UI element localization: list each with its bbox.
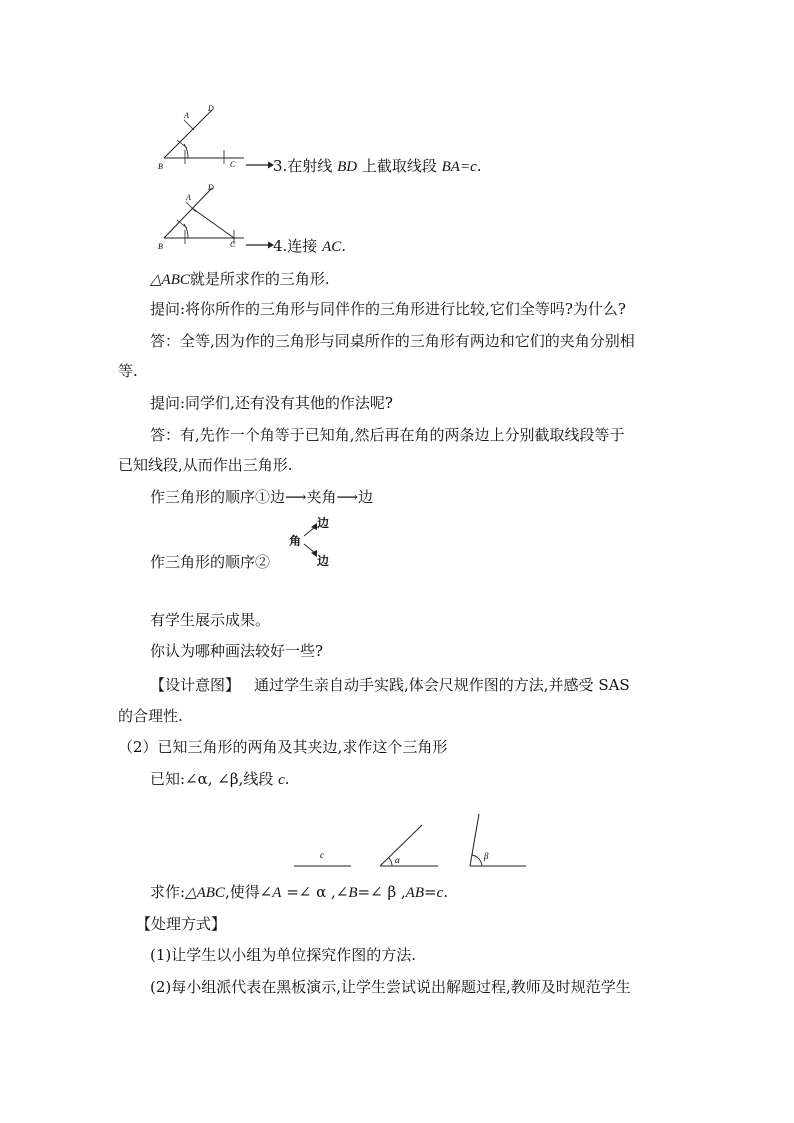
order-2-top: 边	[317, 516, 330, 530]
label-C: C	[230, 160, 236, 169]
find-line: 求作:△ABC,使得∠A =∠ α ,∠B=∠ β ,AB=c.	[150, 883, 449, 901]
answer-2-line1: 答：有,先作一个角等于已知角,然后再在角的两条边上分别截取线段等于	[150, 426, 625, 444]
beta-label: β	[484, 851, 489, 861]
design-intent-line1: 【设计意图】 通过学生亲自动手实践,体会尺规作图的方法,并感受 SAS	[150, 676, 630, 694]
order-2-arrows	[302, 518, 322, 562]
step3-text: 3.在射线 BD 上截取线段 BA=c.	[273, 157, 482, 175]
given-angle-alpha	[378, 823, 442, 869]
order-2-center: 角	[289, 534, 302, 548]
method-2: (2)每小组派代表在黑板演示,让学生尝试说出解题过程,教师及时规范学生	[150, 978, 631, 996]
arrow-step4	[246, 240, 274, 250]
part-2-heading: （2）已知三角形的两角及其夹边,求作这个三角形	[118, 738, 448, 756]
question-2: 提问:同学们,还有没有其他的作法呢?	[150, 394, 393, 412]
order-1: 作三角形的顺序①边⟶夹角⟶边	[150, 488, 374, 506]
order-2-bottom: 边	[317, 554, 330, 568]
answer-1-line2: 等.	[118, 362, 138, 380]
label-B: B	[158, 242, 163, 251]
segment-c-label: c	[320, 850, 324, 860]
order-2-label: 作三角形的顺序②	[150, 553, 271, 571]
answer-2-line2: 已知线段,从而作出三角形.	[118, 456, 293, 474]
label-B: B	[158, 162, 163, 171]
arrow-step3	[246, 160, 274, 170]
construction-figure-step3	[158, 102, 248, 172]
which-method: 你认为哪种画法较好一些?	[150, 642, 324, 660]
question-1: 提问:将你所作的三角形与同伴作的三角形进行比较,它们全等吗?为什么?	[150, 300, 626, 318]
result-line: △ABC就是所求作的三角形.	[150, 270, 330, 288]
label-A: A	[184, 111, 189, 120]
alpha-label: α	[395, 855, 400, 865]
label-D: D	[208, 104, 214, 113]
step4-text: 4.连接 AC.	[273, 237, 347, 255]
label-D: D	[208, 183, 214, 192]
known-line: 已知:∠α, ∠β,线段 c.	[150, 770, 290, 788]
given-angle-beta	[464, 812, 528, 869]
method-1: (1)让学生以小组为单位探究作图的方法.	[150, 946, 417, 964]
given-segment-c	[294, 845, 354, 869]
label-A: A	[186, 193, 191, 202]
show-results: 有学生展示成果。	[150, 611, 271, 629]
construction-figure-step4	[158, 182, 248, 252]
answer-1-line1: 答：全等,因为作的三角形与同桌所作的三角形有两边和它们的夹角分别相	[150, 332, 635, 350]
method-heading: 【处理方式】	[136, 915, 227, 933]
design-intent-line2: 的合理性.	[118, 707, 183, 725]
label-C: C	[230, 240, 236, 249]
